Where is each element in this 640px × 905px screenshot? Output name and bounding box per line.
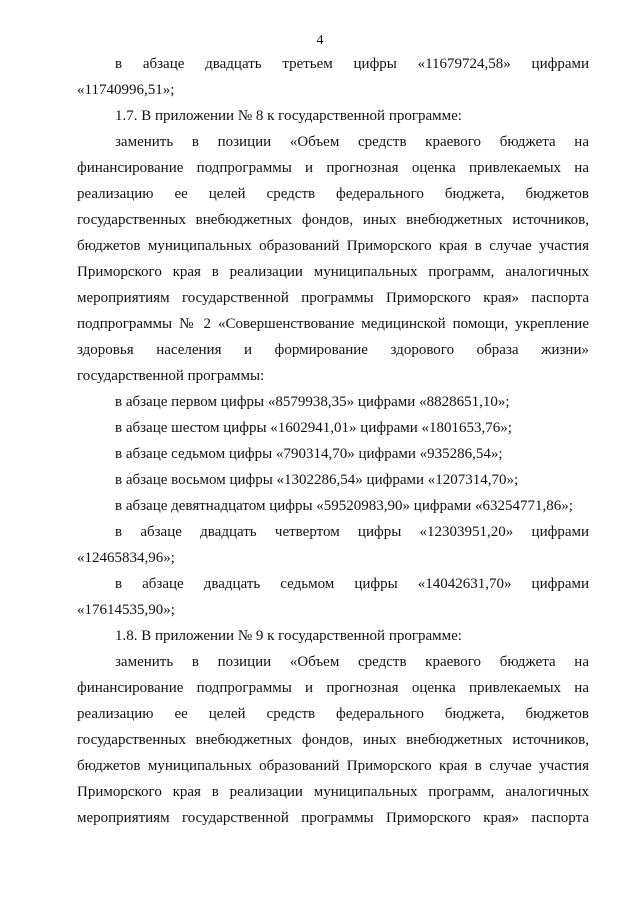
text-line: в абзаце двадцать седьмом цифры «14042631,70» цифрами xyxy=(115,576,589,592)
text-line: бюджетов муниципальных образований Приморского края в случае участия xyxy=(77,238,589,254)
text-line: в абзаце восьмом цифры «1302286,54» цифрами «1207314,70»; xyxy=(115,472,519,488)
text-line: государственных внебюджетных фондов, иных внебюджетных источников, xyxy=(77,212,589,228)
text-line: финансирование подпрограммы и прогнозная оценка привлекаемых на xyxy=(77,680,589,696)
text-line: мероприятиям государственной программы Приморского края» паспорта xyxy=(77,290,589,306)
text-line: заменить в позиции «Объем средств краевого бюджета на xyxy=(115,654,589,670)
text-line: бюджетов муниципальных образований Приморского края в случае участия xyxy=(77,758,589,774)
text-line: заменить в позиции «Объем средств краевого бюджета на xyxy=(115,134,589,150)
text-line: в абзаце первом цифры «8579938,35» цифрами «8828651,10»; xyxy=(115,394,510,410)
text-line: Приморского края в реализации муниципальных программ, аналогичных xyxy=(77,264,589,280)
text-line: в абзаце шестом цифры «1602941,01» цифрами «1801653,76»; xyxy=(115,420,512,436)
text-line: финансирование подпрограммы и прогнозная оценка привлекаемых на xyxy=(77,160,589,176)
text-line: «11740996,51»; xyxy=(77,82,175,98)
text-line: 1.8. В приложении № 9 к государственной программе: xyxy=(115,628,462,644)
text-line: здоровья населения и формирование здорового образа жизни» xyxy=(77,342,589,358)
text-line: подпрограммы № 2 «Совершенствование медицинской помощи, укрепление xyxy=(77,316,589,332)
text-line: «12465834,96»; xyxy=(77,550,175,566)
text-line: Приморского края в реализации муниципальных программ, аналогичных xyxy=(77,784,589,800)
text-line: в абзаце девятнадцатом цифры «59520983,90» цифрами «63254771,86»; xyxy=(115,498,573,514)
text-line: государственных внебюджетных фондов, иных внебюджетных источников, xyxy=(77,732,589,748)
text-line: в абзаце седьмом цифры «790314,70» цифрами «935286,54»; xyxy=(115,446,503,462)
text-line: мероприятиям государственной программы Приморского края» паспорта xyxy=(77,810,589,826)
text-line: реализацию ее целей средств федерального бюджета, бюджетов xyxy=(77,706,589,722)
page-number: 4 xyxy=(316,33,324,48)
text-line: в абзаце двадцать третьем цифры «11679724,58» цифрами xyxy=(115,56,589,72)
document-body xyxy=(77,51,589,831)
text-line: «17614535,90»; xyxy=(77,602,175,618)
text-line: 1.7. В приложении № 8 к государственной программе: xyxy=(115,108,462,124)
text-line: в абзаце двадцать четвертом цифры «12303951,20» цифрами xyxy=(115,524,589,540)
text-line: реализацию ее целей средств федерального бюджета, бюджетов xyxy=(77,186,589,202)
text-line: государственной программы: xyxy=(77,368,265,384)
